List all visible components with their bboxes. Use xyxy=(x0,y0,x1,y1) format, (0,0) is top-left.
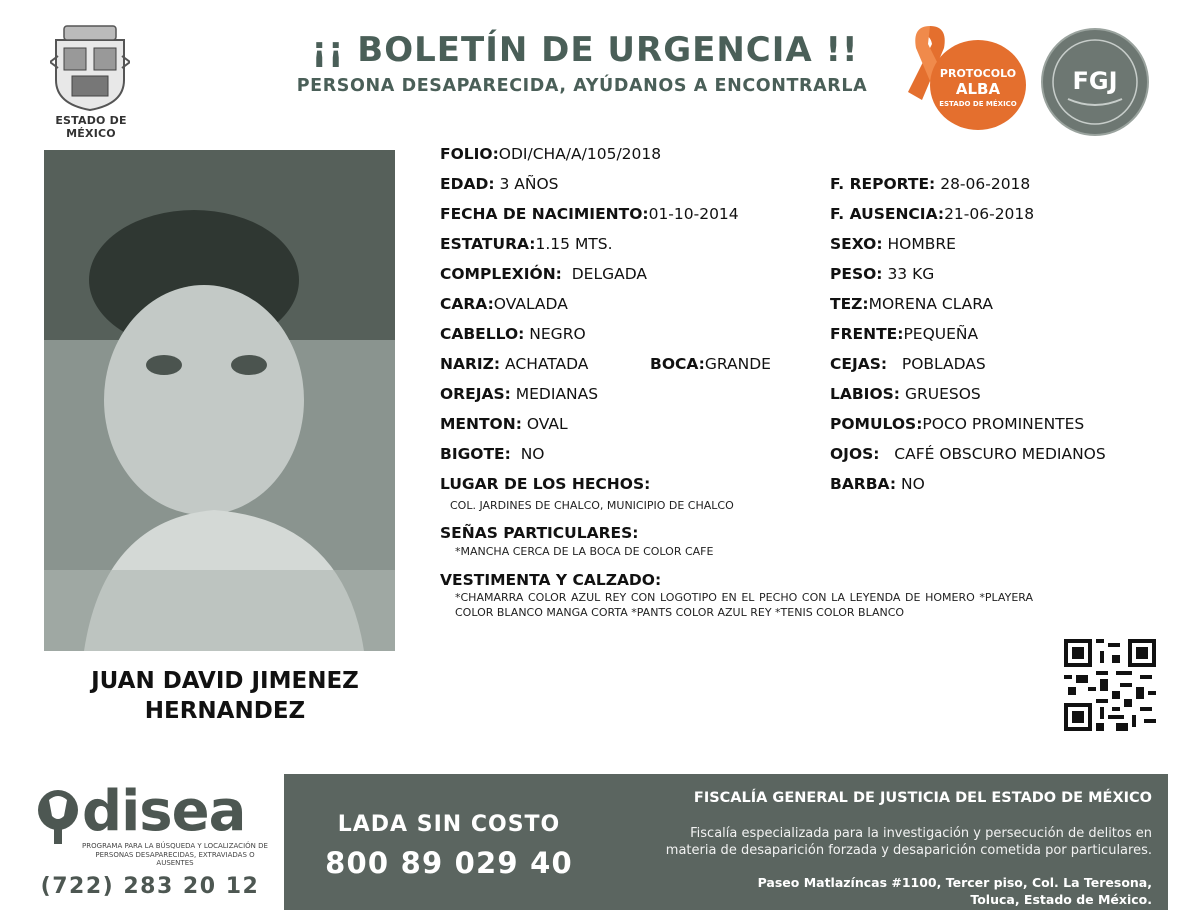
person-name-line1: JUAN DAVID JIMENEZ xyxy=(91,668,359,694)
missing-person-photo xyxy=(44,150,395,651)
fiscalia-description xyxy=(600,825,1152,859)
field-value: NO xyxy=(900,475,925,493)
field-label: CARA: xyxy=(440,295,494,313)
odisea-caption: PROGRAMA PARA LA BÚSQUEDA Y LOCALIZACIÓN DE PERSONAS DESAPARECIDAS, EXTRAVIADAS O AUSENTES xyxy=(82,842,268,867)
field-value: 01-10-2014 xyxy=(648,205,739,223)
field-label: TEZ: xyxy=(830,295,869,313)
fiscalia-address-line1: Paseo Matlazíncas #1100, Tercer piso, Col. La Teresona, xyxy=(757,875,1152,890)
field-value: DELGADA xyxy=(571,265,647,283)
fiscalia-address-line2: Toluca, Estado de México. xyxy=(970,892,1152,907)
field-label: OREJAS: xyxy=(440,385,511,403)
field-bigote xyxy=(440,445,545,463)
field-label: F. AUSENCIA: xyxy=(830,205,945,223)
field-value: HOMBRE xyxy=(887,235,956,253)
field-label: LABIOS: xyxy=(830,385,900,403)
field-cara xyxy=(440,295,568,313)
lugar-hechos-text: COL. JARDINES DE CHALCO, MUNICIPIO DE CHALCO xyxy=(450,499,734,512)
field-label: F. REPORTE: xyxy=(830,175,936,193)
fgj-seal-text: FGJ xyxy=(1072,67,1118,95)
field-frente xyxy=(830,325,978,343)
field-value: PEQUEÑA xyxy=(903,325,979,343)
field-fecha-ausencia xyxy=(830,205,1034,223)
state-label: ESTADO DE MÉXICO xyxy=(55,114,127,140)
estado-de-mexico-coat-of-arms-icon xyxy=(50,22,130,112)
field-cejas xyxy=(830,355,986,373)
field-value: POCO PROMINENTES xyxy=(922,415,1085,433)
person-name-line2: HERNANDEZ xyxy=(144,698,306,724)
field-value: NEGRO xyxy=(529,325,586,343)
field-value: 1.15 MTS. xyxy=(535,235,613,253)
field-complexion xyxy=(440,265,647,283)
vestimenta-text: *CHAMARRA COLOR AZUL REY CON LOGOTIPO EN EL PECHO CON LA LEYENDA DE HOMERO *PLAYERA COLOR BLANCO MANGA CORTA *PANTS COLOR AZUL REY *TENIS COLOR BLANCO xyxy=(455,591,1033,619)
field-folio xyxy=(440,145,661,163)
senas-particulares-label: SEÑAS PARTICULARES: xyxy=(440,524,639,542)
field-fecha-reporte xyxy=(830,175,1030,193)
field-label: MENTON: xyxy=(440,415,522,433)
field-value: NO xyxy=(520,445,545,463)
field-label: NARIZ: xyxy=(440,355,501,373)
senas-particulares-text: *MANCHA CERCA DE LA BOCA DE COLOR CAFE xyxy=(455,545,714,558)
fiscalia-description-line1: Fiscalía especializada para la investigación y persecución de delitos en xyxy=(690,826,1152,841)
field-label: POMULOS: xyxy=(830,415,923,433)
field-value: OVAL xyxy=(526,415,568,433)
qr-code-icon xyxy=(1064,639,1156,731)
odisea-wordmark: disea xyxy=(82,779,246,844)
field-label: BIGOTE: xyxy=(440,445,511,463)
field-label: CEJAS: xyxy=(830,355,888,373)
protocolo-alba-badge xyxy=(930,40,1026,130)
toll-free-number: 800 89 029 40 xyxy=(325,846,573,880)
field-barba xyxy=(830,475,925,493)
field-value: 21-06-2018 xyxy=(944,205,1035,223)
fiscalia-description-line2: materia de desaparición forzada y desaparición cometida por particulares. xyxy=(665,843,1152,858)
field-labios xyxy=(830,385,981,403)
field-value: 33 KG xyxy=(887,265,935,283)
field-label: BARBA: xyxy=(830,475,897,493)
field-label: FRENTE: xyxy=(830,325,904,343)
field-value: MEDIANAS xyxy=(515,385,599,403)
field-value: ACHATADA xyxy=(505,355,589,373)
field-estatura xyxy=(440,235,613,253)
field-pomulos xyxy=(830,415,1084,433)
field-orejas xyxy=(440,385,598,403)
fiscalia-name: FISCALÍA GENERAL DE JUSTICIA DEL ESTADO DE MÉXICO xyxy=(693,790,1152,806)
field-value: GRUESOS xyxy=(904,385,981,403)
lugar-hechos-label: LUGAR DE LOS HECHOS: xyxy=(440,475,651,493)
field-peso xyxy=(830,265,934,283)
field-value: ODI/CHA/A/105/2018 xyxy=(498,145,662,163)
field-label: FOLIO: xyxy=(440,145,499,163)
field-nariz xyxy=(440,355,588,373)
field-value: CAFÉ OBSCURO MEDIANOS xyxy=(894,445,1106,463)
field-menton xyxy=(440,415,568,433)
field-label: COMPLEXIÓN: xyxy=(440,265,562,283)
field-value: MORENA CLARA xyxy=(868,295,994,313)
alba-line1: PROTOCOLO xyxy=(939,67,1017,80)
odisea-logo-icon xyxy=(36,786,80,846)
field-sexo xyxy=(830,235,956,253)
field-boca xyxy=(650,355,771,373)
local-phone-number: (722) 283 20 12 xyxy=(40,874,260,899)
fgj-seal-icon xyxy=(1040,27,1150,137)
fiscalia-address xyxy=(600,874,1152,908)
bulletin-subtitle: PERSONA DESAPARECIDA, AYÚDANOS A ENCONTRARLA xyxy=(296,76,868,96)
field-cabello xyxy=(440,325,586,343)
field-ojos xyxy=(830,445,1106,463)
field-label: BOCA: xyxy=(650,355,705,373)
field-value: 3 AÑOS xyxy=(499,175,559,193)
field-edad xyxy=(440,175,558,193)
field-fecha-nacimiento xyxy=(440,205,739,223)
field-label: CABELLO: xyxy=(440,325,525,343)
alba-line3: ESTADO DE MÉXICO xyxy=(939,100,1017,108)
field-tez xyxy=(830,295,993,313)
field-label: FECHA DE NACIMIENTO: xyxy=(440,205,649,223)
field-value: 28-06-2018 xyxy=(940,175,1031,193)
person-name xyxy=(44,666,406,726)
field-label: ESTATURA: xyxy=(440,235,536,253)
bulletin-title: ¡¡ BOLETÍN DE URGENCIA !! xyxy=(311,30,859,70)
field-value: POBLADAS xyxy=(901,355,986,373)
field-value: GRANDE xyxy=(704,355,771,373)
lada-sin-costo-label: LADA SIN COSTO xyxy=(337,812,561,837)
field-label: EDAD: xyxy=(440,175,495,193)
vestimenta-label: VESTIMENTA Y CALZADO: xyxy=(440,571,662,589)
field-label: PESO: xyxy=(830,265,883,283)
alba-line2: ALBA xyxy=(955,80,1001,98)
field-label: OJOS: xyxy=(830,445,880,463)
field-label: SEXO: xyxy=(830,235,883,253)
field-value: OVALADA xyxy=(493,295,568,313)
